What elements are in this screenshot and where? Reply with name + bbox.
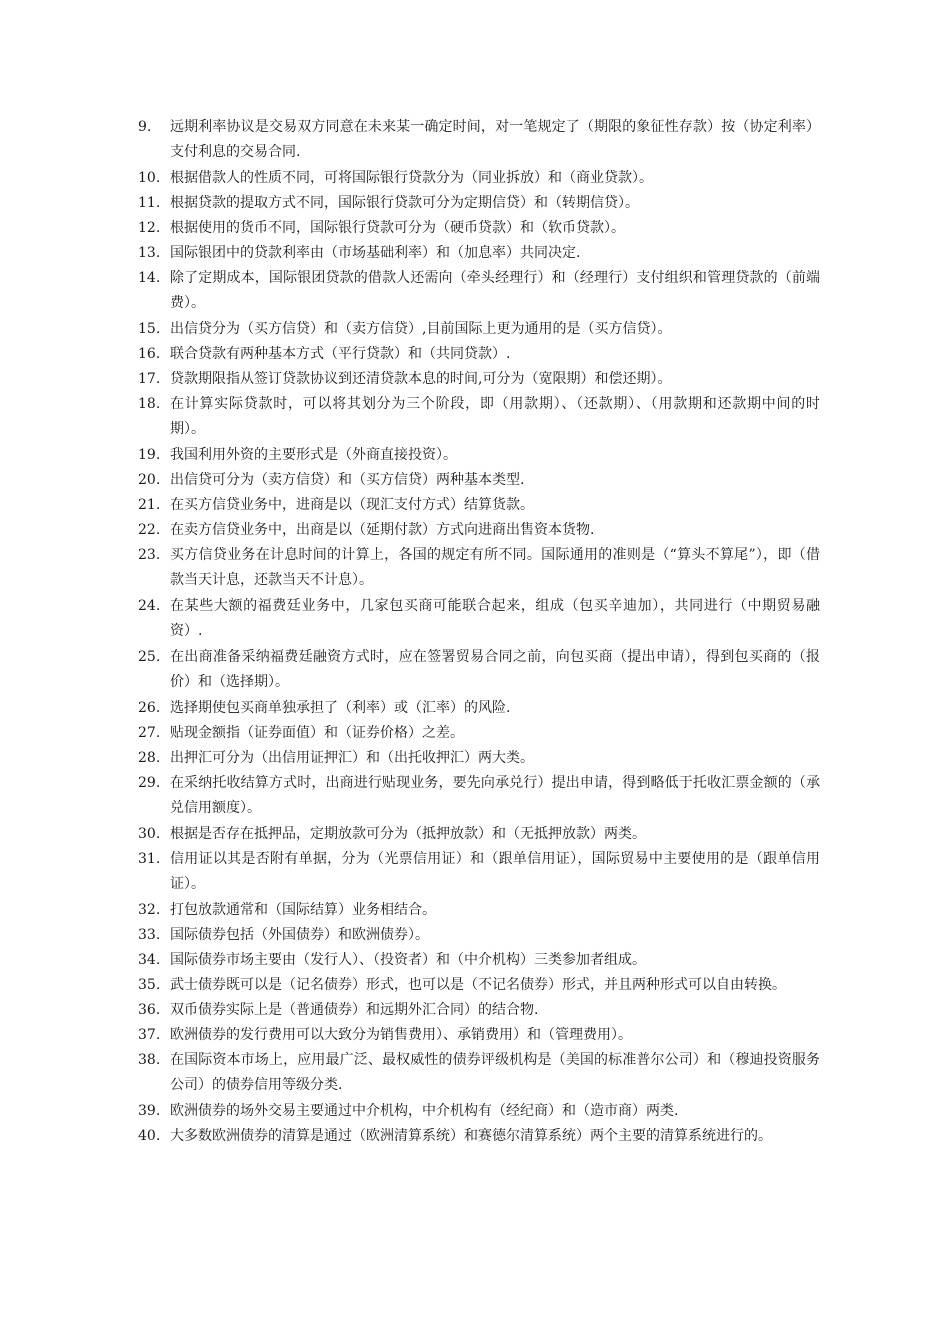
- item-text: 在采纳托收结算方式时，出商进行贴现业务，要先向承兑行）提出申请，得到略低于托收汇票金额的（承兑信用额度）。: [170, 775, 820, 816]
- list-item: [138, 367, 820, 392]
- item-text: 武士债券既可以是（记名债券）形式，也可以是（不记名债券）形式，并且两种形式可以自由转换。: [170, 977, 786, 993]
- item-text: 信用证以其是否附有单据，分为（光票信用证）和（跟单信用证），国际贸易中主要使用的是（跟单信用证）。: [170, 851, 820, 892]
- item-text: 根据贷款的提取方式不同，国际银行贷款可分为定期信贷）和（转期信贷）。: [170, 195, 639, 211]
- item-number: 16.: [138, 346, 161, 362]
- fill-in-answers-list: [138, 115, 820, 1149]
- item-number: 34.: [138, 952, 161, 968]
- item-number: 22.: [138, 522, 161, 538]
- item-number: 31.: [138, 851, 161, 867]
- list-item: [138, 594, 820, 644]
- item-text: 欧洲债券的场外交易主要通过中介机构，中介机构有（经纪商）和（造市商）两类.: [170, 1103, 679, 1119]
- item-number: 18.: [138, 396, 161, 412]
- item-text: 双币债券实际上是（普通债券）和远期外汇合同）的结合物.: [170, 1002, 539, 1018]
- list-item: [138, 342, 820, 367]
- item-number: 24.: [138, 598, 161, 614]
- item-text: 根据使用的货币不同，国际银行贷款可分为（硬币贷款）和（软币贷款）。: [170, 220, 625, 236]
- item-text: 在卖方信贷业务中，出商是以（延期付款）方式向进商出售资本货物.: [170, 522, 595, 538]
- list-item: [138, 216, 820, 241]
- list-item: [138, 771, 820, 821]
- item-number: 33.: [138, 927, 161, 943]
- list-item: [138, 443, 820, 468]
- item-number: 10.: [138, 170, 161, 186]
- item-text: 远期利率协议是交易双方同意在未来某一确定时间，对一笔规定了（期限的象征性存款）按（协定利率）支付利息的交易合同.: [170, 119, 820, 160]
- item-text: 国际债券市场主要由（发行人）、（投资者）和（中介机构）三类参加者组成。: [170, 952, 646, 968]
- item-number: 23.: [138, 547, 161, 563]
- list-item: [138, 923, 820, 948]
- item-number: 15.: [138, 321, 161, 337]
- item-number: 12.: [138, 220, 161, 236]
- item-text: 出信贷可分为（卖方信贷）和（买方信贷）两种基本类型.: [170, 472, 525, 488]
- item-text: 联合贷款有两种基本方式（平行贷款）和（共同贷款）.: [170, 346, 511, 362]
- list-item: [138, 998, 820, 1023]
- list-item: [138, 166, 820, 191]
- item-text: 出信贷分为（买方信贷）和（卖方信贷）,目前国际上更为通用的是（买方信贷）。: [170, 321, 672, 337]
- item-number: 11.: [138, 195, 161, 211]
- list-item: [138, 948, 820, 973]
- item-number: 37.: [138, 1027, 161, 1043]
- item-number: 14.: [138, 270, 161, 286]
- item-text: 在计算实际贷款时，可以将其划分为三个阶段，即（用款期）、（还款期）、（用款期和还款期中间的时期）。: [170, 396, 820, 437]
- item-text: 贴现金额指（证券面值）和（证券价格）之差。: [170, 725, 464, 741]
- list-item: [138, 822, 820, 847]
- list-item: [138, 191, 820, 216]
- item-text: 贷款期限指从签订贷款协议到还清贷款本息的时间,可分为（宽限期）和偿还期）。: [170, 371, 672, 387]
- item-number: 26.: [138, 700, 161, 716]
- item-number: 28.: [138, 750, 161, 766]
- list-item: [138, 1048, 820, 1098]
- item-text: 国际债券包括（外国债券）和欧洲债券）。: [170, 927, 429, 943]
- item-text: 出押汇可分为（出信用证押汇）和（出托收押汇）两大类。: [170, 750, 534, 766]
- item-text: 在国际资本市场上，应用最广泛、最权威性的债券评级机构是（美国的标准普尔公司）和（穆迪投资服务公司）的债券信用等级分类.: [170, 1052, 820, 1093]
- list-item: [138, 973, 820, 998]
- list-item: [138, 543, 820, 593]
- item-number: 9.: [138, 119, 152, 135]
- item-number: 39.: [138, 1103, 161, 1119]
- item-text: 打包放款通常和（国际结算）业务相结合。: [170, 902, 436, 918]
- item-number: 21.: [138, 497, 161, 513]
- item-text: 欧洲债券的发行费用可以大致分为销售费用）、承销费用）和（管理费用）。: [170, 1027, 632, 1043]
- list-item: [138, 115, 820, 165]
- list-item: [138, 746, 820, 771]
- item-number: 35.: [138, 977, 161, 993]
- item-number: 13.: [138, 245, 161, 261]
- item-number: 20.: [138, 472, 161, 488]
- list-item: [138, 696, 820, 721]
- list-item: [138, 266, 820, 316]
- item-number: 30.: [138, 826, 161, 842]
- item-text: 买方信贷业务在计息时间的计算上，各国的规定有所不同。国际通用的准则是（“算头不算尾”），即（借款当天计息，还款当天不计息）。: [170, 547, 820, 588]
- list-item: [138, 317, 820, 342]
- item-text: 在某些大额的福费廷业务中，几家包买商可能联合起来，组成（包买辛迪加），共同进行（中期贸易融资）.: [170, 598, 820, 639]
- item-number: 19.: [138, 447, 161, 463]
- item-number: 36.: [138, 1002, 161, 1018]
- item-number: 40.: [138, 1128, 161, 1144]
- item-text: 除了定期成本，国际银团贷款的借款人还需向（牵头经理行）和（经理行）支付组织和管理贷款的（前端费）。: [170, 270, 820, 311]
- item-number: 27.: [138, 725, 161, 741]
- item-text: 选择期使包买商单独承担了（利率）或（汇率）的风险.: [170, 700, 511, 716]
- item-text: 大多数欧洲债券的清算是通过（欧洲清算系统）和赛德尔清算系统）两个主要的清算系统进行的。: [170, 1128, 772, 1144]
- item-text: 国际银团中的贷款利率由（市场基础利率）和（加息率）共同决定.: [170, 245, 581, 261]
- item-number: 17.: [138, 371, 161, 387]
- item-text: 我国利用外资的主要形式是（外商直接投资）。: [170, 447, 457, 463]
- list-item: [138, 1124, 820, 1149]
- list-item: [138, 468, 820, 493]
- item-text: 根据借款人的性质不同，可将国际银行贷款分为（同业拆放）和（商业贷款）。: [170, 170, 653, 186]
- list-item: [138, 1099, 820, 1124]
- list-item: [138, 1023, 820, 1048]
- list-item: [138, 518, 820, 543]
- item-number: 32.: [138, 902, 161, 918]
- list-item: [138, 645, 820, 695]
- item-text: 根据是否存在抵押品，定期放款可分为（抵押放款）和（无抵押放款）两类。: [170, 826, 646, 842]
- item-text: 在买方信贷业务中，进商是以（现汇支付方式）结算货款。: [170, 497, 534, 513]
- list-item: [138, 898, 820, 923]
- item-text: 在出商准备采纳福费廷融资方式时，应在签署贸易合同之前，向包买商（提出申请），得到包买商的（报价）和（选择期）。: [170, 649, 820, 690]
- item-number: 29.: [138, 775, 161, 791]
- item-number: 38.: [138, 1052, 161, 1068]
- list-item: [138, 392, 820, 442]
- list-item: [138, 493, 820, 518]
- list-item: [138, 847, 820, 897]
- list-item: [138, 241, 820, 266]
- list-item: [138, 721, 820, 746]
- item-number: 25.: [138, 649, 161, 665]
